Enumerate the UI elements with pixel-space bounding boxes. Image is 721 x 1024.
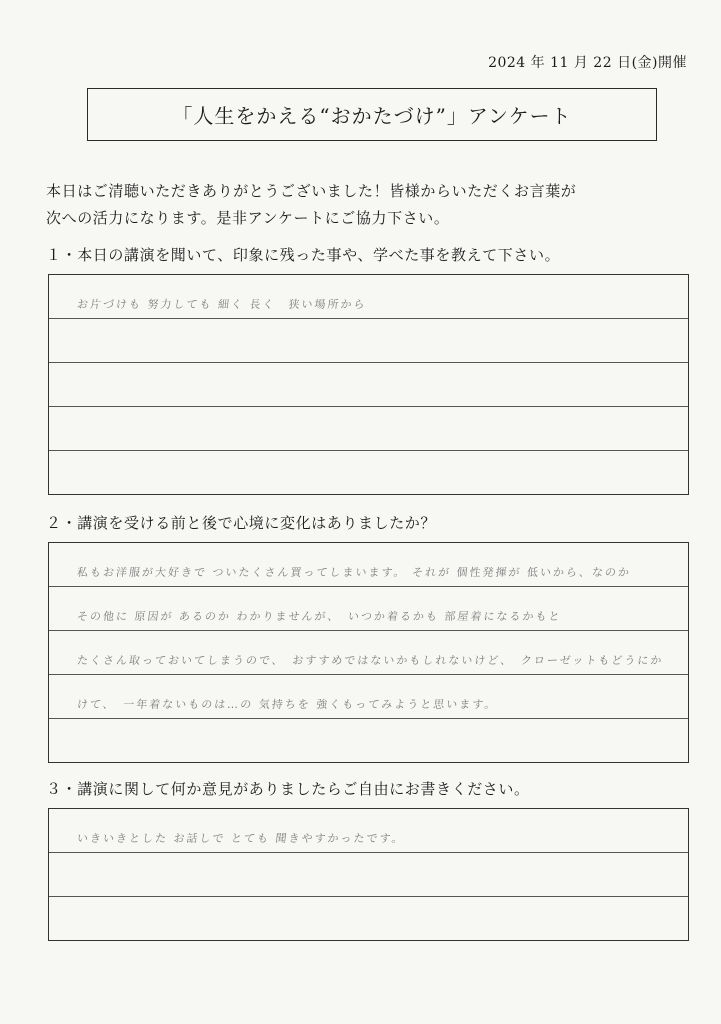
answer-line[interactable] xyxy=(49,363,688,407)
intro-text xyxy=(46,178,686,232)
question-1: １・本日の講演を聞いて、印象に残った事や、学べた事を教えて下さい。 xyxy=(46,246,561,264)
answer-line[interactable] xyxy=(49,675,688,719)
answer-box-1[interactable] xyxy=(48,274,689,495)
answer-line[interactable] xyxy=(49,809,688,853)
intro-line-2: 次への活力になります。是非アンケートにご協力下さい。 xyxy=(46,209,450,227)
answer-line[interactable] xyxy=(49,587,688,631)
event-date: 2024 年 11 月 22 日(金)開催 xyxy=(488,55,687,71)
answer-box-2[interactable] xyxy=(48,542,689,763)
question-3: ３・講演に関して何か意見がありましたらご自由にお書きください。 xyxy=(46,780,530,798)
answer-box-3[interactable] xyxy=(48,808,689,941)
answer-line[interactable] xyxy=(49,853,688,897)
handwritten-answer: いきいきとした お話しで とても 聞きやすかったです。 xyxy=(76,832,406,845)
answer-line[interactable] xyxy=(49,631,688,675)
answer-line[interactable] xyxy=(49,275,688,319)
intro-line-1: 本日はご清聴いただきありがとうございました！皆様からいただくお言葉が xyxy=(46,182,577,200)
answer-line[interactable] xyxy=(49,319,688,363)
question-2: ２・講演を受ける前と後で心境に変化はありましたか？ xyxy=(46,514,437,532)
survey-title: 「人生をかえる“おかたづけ”」アンケート xyxy=(172,104,572,128)
answer-line[interactable] xyxy=(49,897,688,941)
handwritten-answer: たくさん取っておいてしまうので、 おすすめではないかもしれないけど、 クローゼットもどうにか xyxy=(76,654,665,667)
answer-line[interactable] xyxy=(49,543,688,587)
answer-line[interactable] xyxy=(49,719,688,763)
handwritten-answer: お片づけも 努力しても 細く 長く 狭い場所から xyxy=(76,298,368,311)
answer-line[interactable] xyxy=(49,451,688,495)
handwritten-answer: けて、 一年着ないものは…の 気持ちを 強くもってみようと思います。 xyxy=(76,698,499,711)
answer-line[interactable] xyxy=(49,407,688,451)
title-box xyxy=(87,88,657,141)
handwritten-answer: 私もお洋服が大好きで ついたくさん買ってしまいます。 それが 個性発揮が 低いから、なのか xyxy=(76,566,632,579)
handwritten-answer: その他に 原因が あるのか わかりませんが、 いつか着るかも 部屋着になるかもと xyxy=(76,610,563,623)
